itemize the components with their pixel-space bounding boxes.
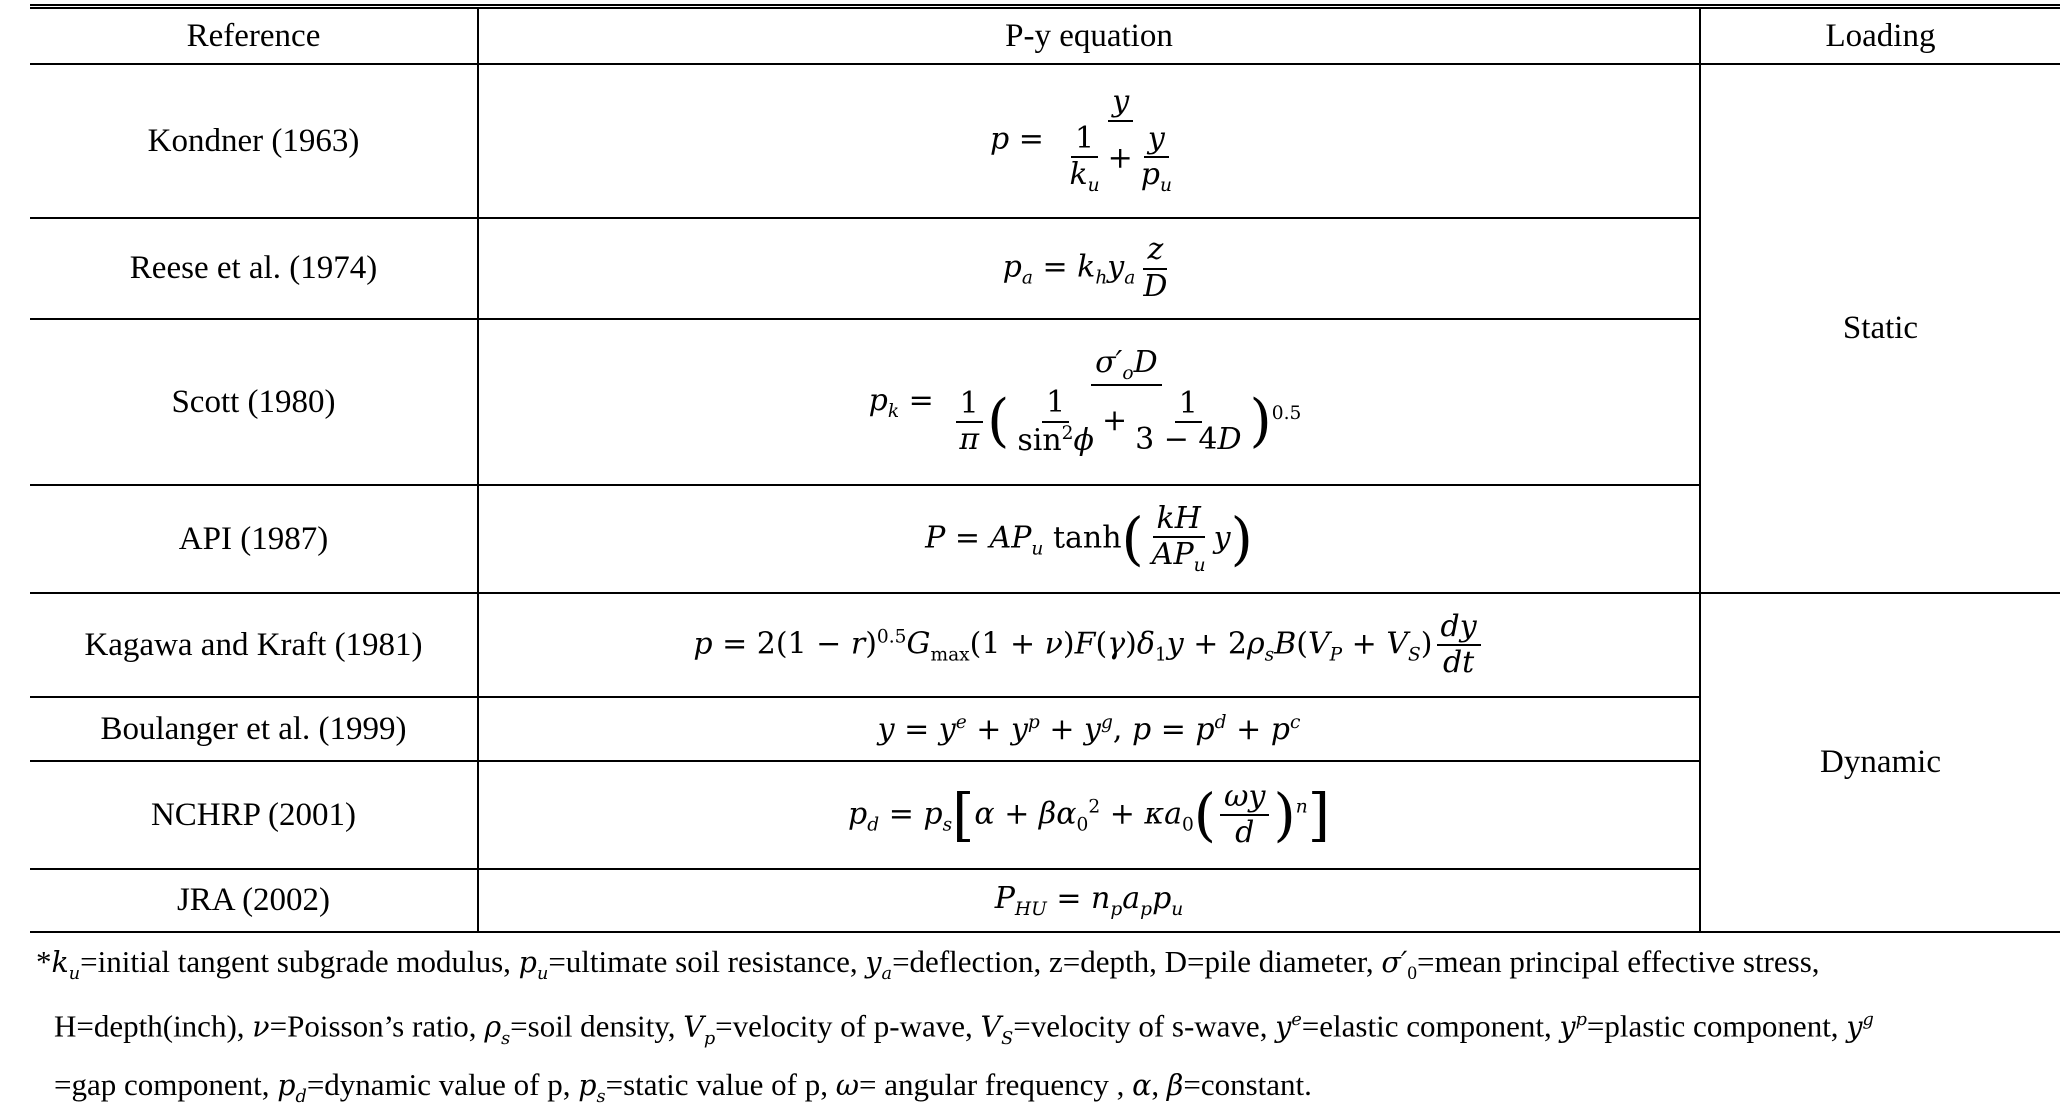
reference-cell: Scott (1980) — [30, 319, 478, 485]
header-reference: Reference — [30, 9, 478, 64]
table-row — [30, 64, 2060, 218]
equation-reese: $p_a = k_hy_a$ $\frac{z}{D}$ — [478, 218, 1700, 319]
reference-cell: Reese et al. (1974) — [30, 218, 478, 319]
footnote-line-1: $*k_u=initial$ tangent subgrade modulus, $p_u=ultimate$ soil resistance, $y_a=deflection$, z=depth, D=pile diameter, $\sigma'_0=mean$ principal effective stress, — [36, 944, 1820, 985]
header-row — [30, 9, 2060, 64]
equation-scott: $p_k$ = $\sigma'_oD$ $\frac{1}{\pi}$ ( $\frac{1}{\sin^2\phi}$ + $\frac{1}{3 - 4D}$ )$^{0.5}$ — [478, 319, 1700, 485]
equation-table-document — [30, 0, 2060, 1120]
equation-jra: $P_{HU} = n_pa_pp_u$ — [478, 869, 1700, 932]
reference-cell: Boulanger et al. (1999) — [30, 697, 478, 761]
reference-cell: Kondner (1963) — [30, 64, 478, 218]
reference-cell: NCHRP (2001) — [30, 761, 478, 869]
equation-nchrp: $p_d = p_s[\alpha + \beta\alpha_0^2 + \kappa a_0$( $\frac{\omega y}{d}$ )$^n$] — [478, 761, 1700, 869]
footnote-line-2: H=depth(inch), ν=Poisson’s ratio, $\rho_s=soil$ density, $V_p=velocity$ of p-wave, $V_S=velocity$ of s-wave, $y^e=elastic$ component, $y^p=plastic$ component, $y^g$ — [54, 1008, 1874, 1049]
reference-cell: JRA (2002) — [30, 869, 478, 932]
reference-cell: API (1987) — [30, 485, 478, 593]
footnote-line-3: =gap component, $p_d=dynamic$ value of p, $p_s=static$ value of p, ω= angular frequency , α, β=constant. — [54, 1066, 1312, 1107]
table-footnote — [30, 933, 2060, 1120]
reference-cell: Kagawa and Kraft (1981) — [30, 593, 478, 697]
equation-kagawa: $p = 2(1 - r)^{0.5}G_{max}(1 + \nu)F(\gamma)\delta_1y + 2\rho_sB(V_P + V_S)$ $\frac{dy}{dt}$ — [478, 593, 1700, 697]
equation-boulanger: $y = y^e + y^p + y^g$, $p = p^d + p^c$ — [478, 697, 1700, 761]
loading-static: Static — [1700, 64, 2060, 593]
table-row — [30, 593, 2060, 697]
loading-dynamic: Dynamic — [1700, 593, 2060, 932]
header-equation: P-y equation — [478, 9, 1700, 64]
header-loading: Loading — [1700, 9, 2060, 64]
equation-kondner: p = y $\frac{1}{k_u}$ + $\frac{y}{p_u}$ — [478, 64, 1700, 218]
equation-api: $P = AP_u$ tanh( $\frac{kH}{AP_u}$ y) — [478, 485, 1700, 593]
py-equation-table — [30, 9, 2060, 933]
